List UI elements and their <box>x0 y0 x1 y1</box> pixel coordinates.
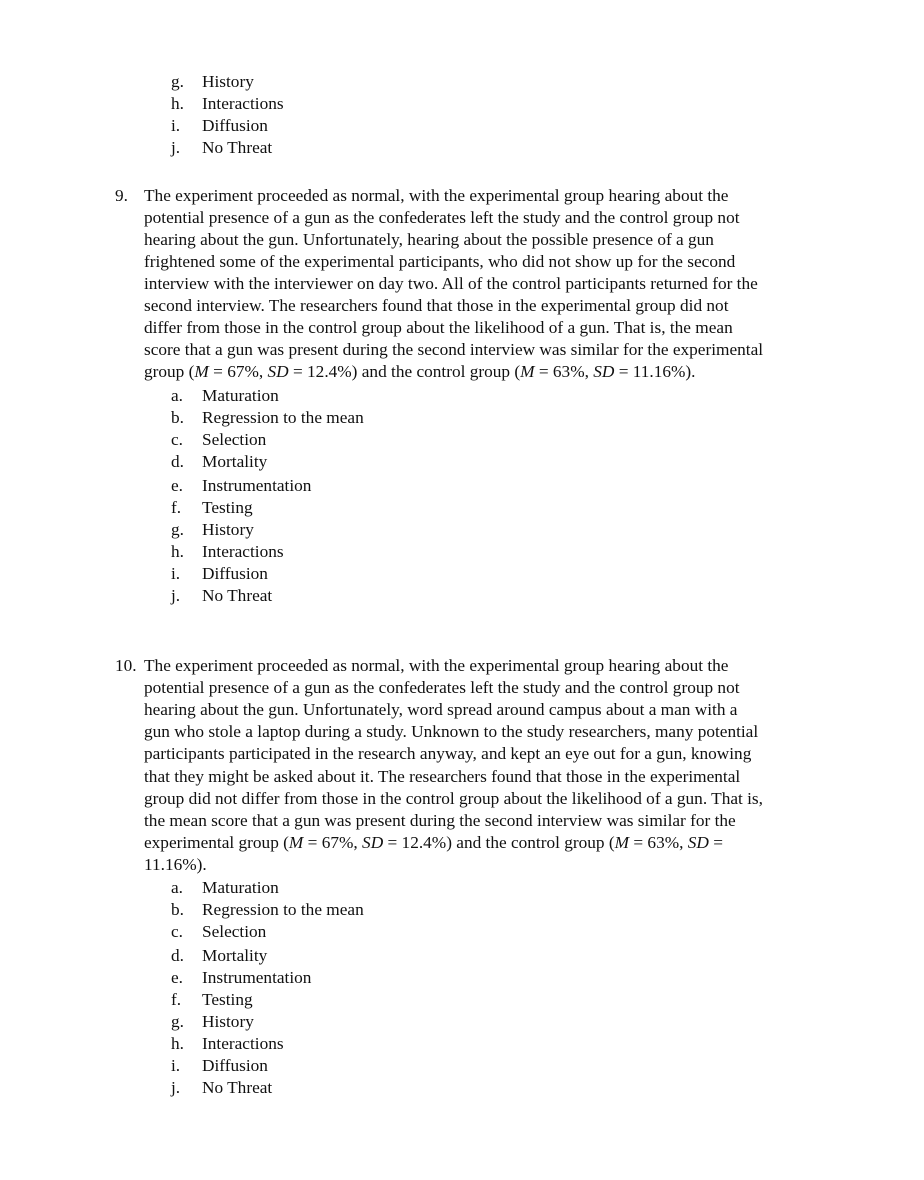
question-text-line: The experiment proceeded as normal, with the experimental group hearing about the <box>144 186 729 205</box>
option-letter: g. <box>171 72 184 91</box>
option-text: Diffusion <box>202 564 268 583</box>
list-item <box>0 1077 924 1099</box>
sd-label: SD <box>593 362 615 381</box>
option-letter: i. <box>171 116 181 135</box>
question-stat-line <box>144 361 695 383</box>
question-text-line: gun who stole a laptop during a study. Unknown to the study researchers, many potential <box>144 722 759 741</box>
sd-label: SD <box>267 362 289 381</box>
option-text: Regression to the mean <box>202 900 364 919</box>
mean-label: M <box>194 362 209 381</box>
question-text-line: potential presence of a gun as the confederates left the study and the control group not <box>144 208 740 227</box>
option-text: No Threat <box>202 1078 273 1097</box>
stat-text: = 63%, <box>629 833 688 852</box>
stat-text: = 67%, <box>303 833 363 852</box>
question-text-line: potential presence of a gun as the confederates left the study and the control group not <box>144 678 740 697</box>
option-letter: g. <box>171 1012 184 1031</box>
question-text-line: participants participated in the research anyway, and kept an eye out for a gun, knowing <box>144 744 752 763</box>
question-number: 10. <box>115 656 137 675</box>
stat-text: = <box>708 833 723 852</box>
option-text: Maturation <box>202 386 279 405</box>
question-text-line: score that a gun was present during the second interview was similar for the experimental <box>144 340 764 359</box>
option-text: No Threat <box>202 586 273 605</box>
list-item <box>0 475 924 497</box>
list-item <box>0 899 924 921</box>
option-text: Regression to the mean <box>202 408 364 427</box>
option-text: Mortality <box>202 452 268 471</box>
option-letter: j. <box>171 1078 181 1097</box>
option-letter: i. <box>171 1056 181 1075</box>
stat-text: = 67%, <box>208 362 268 381</box>
option-text: Selection <box>202 922 267 941</box>
question-text-line: the mean score that a gun was present during the second interview was similar for the <box>144 811 736 830</box>
option-letter: d. <box>171 946 184 965</box>
question-text-line: group did not differ from those in the control group about the likelihood of a gun. That is, <box>144 789 763 808</box>
list-item <box>0 877 924 899</box>
option-letter: c. <box>171 922 183 941</box>
option-text: No Threat <box>202 138 273 157</box>
list-item <box>0 451 924 473</box>
question-text-line: hearing about the gun. Unfortunately, hearing about the possible presence of a gun <box>144 230 714 249</box>
question-text-line: The experiment proceeded as normal, with the experimental group hearing about the <box>144 656 729 675</box>
option-letter: c. <box>171 430 183 449</box>
list-item <box>0 921 924 943</box>
option-text: Interactions <box>202 1034 284 1053</box>
option-letter: d. <box>171 452 184 471</box>
stat-text: = 63%, <box>534 362 594 381</box>
question-number: 9. <box>115 186 128 205</box>
option-letter: i. <box>171 564 181 583</box>
list-item <box>0 497 924 519</box>
option-text: History <box>202 520 254 539</box>
question-text-line: 11.16%). <box>144 855 207 874</box>
stat-text: = 12.4%) and the control group ( <box>288 362 521 381</box>
question-text-line: differ from those in the control group about the likelihood of a gun. That is, the mean <box>144 318 733 337</box>
question-text-line: interview with the interviewer on day two. All of the control participants returned for the <box>144 274 758 293</box>
option-letter: h. <box>171 94 184 113</box>
list-item <box>0 1011 924 1033</box>
option-letter: b. <box>171 408 184 427</box>
option-letter: g. <box>171 520 184 539</box>
option-letter: b. <box>171 900 184 919</box>
list-item <box>0 945 924 967</box>
option-text: Maturation <box>202 878 279 897</box>
option-letter: a. <box>171 386 183 405</box>
option-text: Interactions <box>202 94 284 113</box>
option-letter: f. <box>171 990 182 1009</box>
option-text: Selection <box>202 430 267 449</box>
list-item <box>0 115 924 137</box>
list-item <box>0 519 924 541</box>
stat-text: = 11.16%). <box>614 362 696 381</box>
question-stat-line <box>144 832 723 854</box>
list-item <box>0 429 924 451</box>
option-letter: f. <box>171 498 182 517</box>
sd-label: SD <box>687 833 709 852</box>
question-text-line: hearing about the gun. Unfortunately, word spread around campus about a man with a <box>144 700 738 719</box>
list-item <box>0 385 924 407</box>
question-text-line: second interview. The researchers found that those in the experimental group did not <box>144 296 729 315</box>
stat-text: group ( <box>144 362 195 381</box>
list-item <box>0 1055 924 1077</box>
stat-text: experimental group ( <box>144 833 289 852</box>
stat-text: = 12.4%) and the control group ( <box>383 833 615 852</box>
option-text: Diffusion <box>202 116 268 135</box>
list-item <box>0 137 924 159</box>
sd-label: SD <box>362 833 384 852</box>
option-text: Instrumentation <box>202 476 312 495</box>
mean-label: M <box>520 362 535 381</box>
list-item <box>0 1033 924 1055</box>
list-item <box>0 93 924 115</box>
option-letter: e. <box>171 968 183 987</box>
list-item <box>0 563 924 585</box>
option-text: Instrumentation <box>202 968 312 987</box>
option-letter: a. <box>171 878 183 897</box>
question-text-line: that they might be asked about it. The researchers found that those in the experimental <box>144 767 741 786</box>
option-letter: h. <box>171 542 184 561</box>
option-text: Diffusion <box>202 1056 268 1075</box>
list-item <box>0 71 924 93</box>
list-item <box>0 541 924 563</box>
mean-label: M <box>614 833 630 852</box>
list-item <box>0 989 924 1011</box>
option-text: Mortality <box>202 946 268 965</box>
option-letter: j. <box>171 586 181 605</box>
option-text: History <box>202 1012 254 1031</box>
option-text: Testing <box>202 498 253 517</box>
option-text: Testing <box>202 990 253 1009</box>
option-text: History <box>202 72 254 91</box>
question-text-line: frightened some of the experimental participants, who did not show up for the second <box>144 252 736 271</box>
list-item <box>0 407 924 429</box>
mean-label: M <box>288 833 304 852</box>
option-text: Interactions <box>202 542 284 561</box>
option-letter: e. <box>171 476 183 495</box>
option-letter: j. <box>171 138 181 157</box>
option-letter: h. <box>171 1034 184 1053</box>
list-item <box>0 585 924 607</box>
list-item <box>0 967 924 989</box>
